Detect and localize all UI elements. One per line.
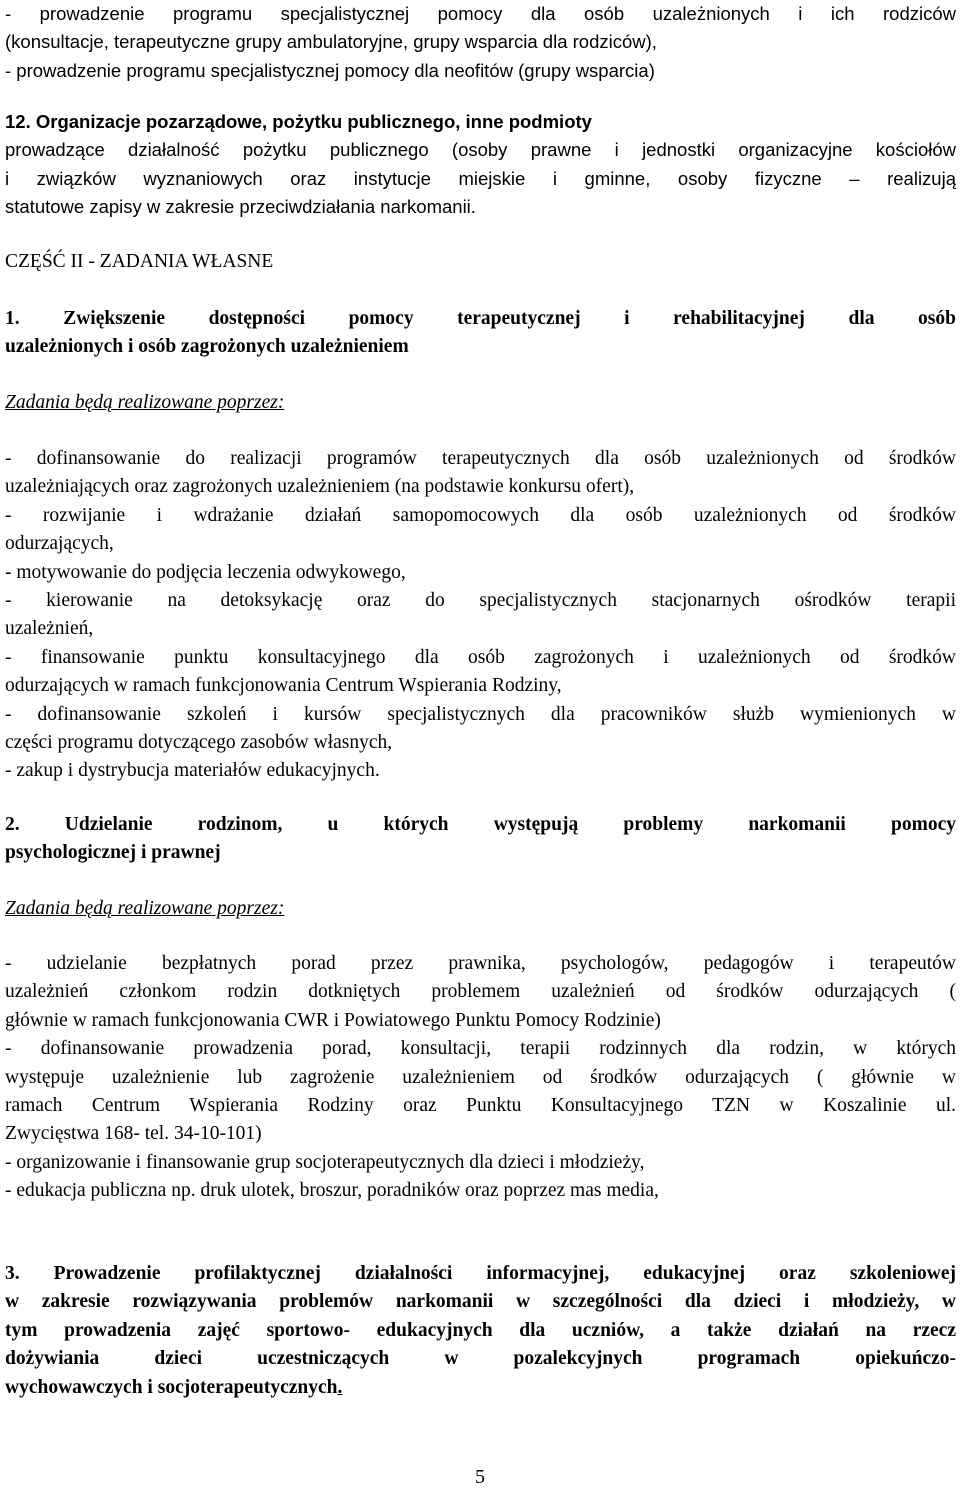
task-1-heading: uzależnionych i osób zagrożonych uzależnieniem (5, 336, 409, 358)
section-12-line: statutowe zapisy w zakresie przeciwdziałania narkomanii. (5, 196, 476, 218)
task-2-line: - udzielanie bezpłatnych porad przez prawnika, psychologów, pedagogów i terapeutów (5, 953, 956, 974)
section-12 (5, 108, 956, 222)
task-1-line: - zakup i dystrybucja materiałów edukacyjnych. (5, 760, 380, 782)
page-number: 5 (475, 1466, 485, 1488)
task-1-subheading: Zadania będą realizowane poprzez: (5, 392, 285, 413)
task-1-subheading-block (5, 389, 956, 417)
task-2-line: występuje uzależnienie lub zagrożenie uzależnieniem od środków odurzających ( głównie w (5, 1066, 956, 1088)
task-1-line: - dofinansowanie do realizacji programów terapeutycznych dla osób uzależnionych od środków (5, 448, 956, 469)
task-1-line: - motywowanie do podjęcia leczenia odwykowego, (5, 561, 406, 583)
section-12-line: i związków wyznaniowych oraz instytucje miejskie i gminne, osoby fizyczne – realizują (5, 167, 956, 189)
task-1-line: odurzających w ramach funkcjonowania Centrum Wspierania Rodziny, (5, 675, 562, 697)
task-1-list (5, 445, 956, 786)
task-2-list (5, 950, 956, 1206)
section-12-heading: 12. Organizacje pozarządowe, pożytku publicznego, inne podmioty (5, 111, 592, 132)
intro-list (5, 0, 956, 85)
part-2-heading-block (5, 248, 956, 276)
intro-line: - prowadzenie programu specjalistycznej pomocy dla osób uzależnionych i ich rodziców (5, 3, 956, 24)
task-3 (5, 1260, 956, 1402)
intro-line: (konsultacje, terapeutyczne grupy ambulatoryjne, grupy wsparcia dla rodziców), (5, 31, 657, 53)
task-1-line: uzależnień, (5, 618, 94, 640)
task-2-heading: 2. Udzielanie rodzinom, u których występują problemy narkomanii pomocy (5, 814, 956, 835)
intro-line: - prowadzenie programu specjalistycznej pomocy dla neofitów (grupy wsparcia) (5, 59, 655, 81)
task-3-heading: w zakresie rozwiązywania problemów narkomanii w szczególności dla dzieci i młodzieży, w (5, 1291, 956, 1313)
task-3-heading: dożywiania dzieci uczestniczących w pozalekcyjnych programach opiekuńczo- (5, 1348, 956, 1370)
task-2-heading: psychologicznej i prawnej (5, 842, 221, 864)
task-2-line: - dofinansowanie prowadzenia porad, konsultacji, terapii rodzinnych dla rodzin, w których (5, 1038, 956, 1060)
task-2-line: uzależnień członkom rodzin dotkniętych problemem uzależnień od środków odurzających ( (5, 981, 956, 1003)
task-1-line: - rozwijanie i wdrażanie działań samopomocowych dla osób uzależnionych od środków (5, 504, 956, 526)
task-3-heading: wychowawczych i socjoterapeutycznych (5, 1376, 338, 1398)
task-1-line: uzależniających oraz zagrożonych uzależnieniem (na podstawie konkursu ofert), (5, 476, 635, 498)
task-2-subheading-block (5, 895, 956, 923)
task-2-line: - organizowanie i finansowanie grup socjoterapeutycznych dla dzieci i młodzieży, (5, 1151, 645, 1173)
part-2-heading: CZĘŚĆ II - ZADANIA WŁASNE (5, 251, 274, 272)
task-1-line: - finansowanie punktu konsultacyjnego dla osób zagrożonych i uzależnionych od środków (5, 646, 956, 668)
task-2 (5, 811, 956, 868)
task-1-line: części programu dotyczącego zasobów własnych, (5, 731, 393, 753)
task-3-heading: 3. Prowadzenie profilaktycznej działalności informacyjnej, edukacyjnej oraz szkoleniowej (5, 1263, 956, 1284)
task-1-line: - kierowanie na detoksykację oraz do specjalistycznych stacjonarnych ośrodków terapii (5, 589, 956, 611)
task-1-heading: 1. Zwiększenie dostępności pomocy terapeutycznej i rehabilitacyjnej dla osób (5, 308, 956, 329)
task-2-subheading: Zadania będą realizowane poprzez: (5, 898, 285, 919)
task-1 (5, 305, 956, 362)
section-12-line: prowadzące działalność pożytku publicznego (osoby prawne i jednostki organizacyjne kościołów (5, 139, 956, 161)
task-3-heading-last (5, 1374, 956, 1402)
task-2-line: - edukacja publiczna np. druk ulotek, broszur, poradników oraz poprzez mas media, (5, 1180, 659, 1202)
task-3-trailing-mark: . (337, 1376, 343, 1398)
task-2-line: głównie w ramach funkcjonowania CWR i Powiatowego Punktu Pomocy Rodzinie) (5, 1009, 661, 1031)
task-3-heading: tym prowadzenia zajęć sportowo- edukacyjnych dla uczniów, a także działań na rzecz (5, 1319, 956, 1341)
task-1-line: - dofinansowanie szkoleń i kursów specjalistycznych dla pracowników służb wymienionych w (5, 703, 956, 725)
task-2-line: Zwycięstwa 168- tel. 34-10-101) (5, 1123, 262, 1145)
task-2-line: ramach Centrum Wspierania Rodziny oraz Punktu Konsultacyjnego TZN w Koszalinie ul. (5, 1094, 956, 1116)
task-1-line: odurzających, (5, 533, 114, 555)
